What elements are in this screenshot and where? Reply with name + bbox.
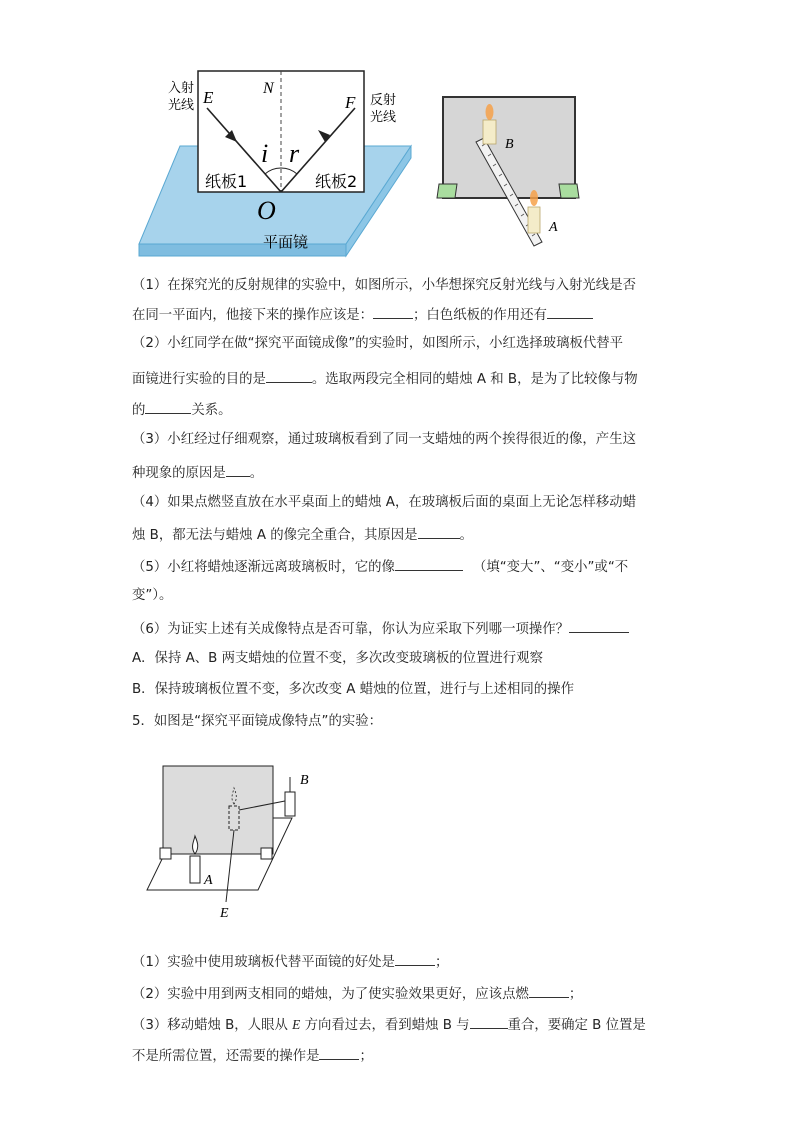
label-N: N [263,80,274,97]
q3-blank[interactable] [226,462,250,477]
label-r: r [289,139,300,168]
mirror-edge [139,244,346,256]
label-E: E [203,88,214,107]
p5-q3-blank-2[interactable] [319,1045,359,1060]
reflection-figure [135,66,420,261]
q4-line1: （4）如果点燃竖直放在水平桌面上的蜡烛 A，在玻璃板后面的桌面上无论怎样移动蜡 [132,495,636,510]
p5-q3-line1: （3）移动蜡烛 B，人眼从 E 方向看过去，看到蜡烛 B 与 重合，要确定 B 位置是 [132,1014,672,1036]
incident-label-1: 入射 [168,81,195,96]
board1-label: 纸板1 [205,172,248,191]
label-B: B [300,773,309,788]
label-A: A [549,220,558,235]
right-stand [261,848,272,859]
label-F: F [345,93,356,112]
incident-label-2: 光线 [168,98,195,113]
q5-line1: （5）小红将蜡烛逐渐远离玻璃板时，它的像 （填“变大”、“变小”或“不 [132,556,672,578]
q4-line2: 烛 B，都无法与蜡烛 A 的像完全重合，其原因是 。 [132,524,672,546]
mirror-label: 平面镜 [263,233,309,251]
problem5-title: 5．如图是“探究平面镜成像特点”的实验： [132,714,383,729]
q6-option-a: A．保持 A、B 两支蜡烛的位置不变，多次改变玻璃板的位置进行观察 [132,651,543,666]
q1-blank-2[interactable] [547,304,593,319]
q6-line1: （6）为证实上述有关成像特点是否可靠，你认为应采取下列哪一项操作？ [132,618,672,640]
label-i: i [261,139,269,168]
label-E: E [220,906,229,921]
p5-q2: （2）实验中用到两支相同的蜡烛，为了使实验效果更好，应该点燃 ； [132,983,672,1005]
candle-b [483,120,496,144]
q5-line2: 变”）。 [132,588,173,603]
q6-blank[interactable] [569,618,629,633]
left-stand [437,184,457,198]
candle-a [190,856,200,883]
q3-line2: 种现象的原因是 。 [132,462,672,484]
p5-q2-blank[interactable] [529,983,569,998]
glass-plate-figure [430,92,585,252]
label-B: B [505,137,514,152]
q1-line2: 在同一平面内，他接下来的操作应该是： ；白色纸板的作用还有 [132,304,672,326]
left-stand [160,848,171,859]
q1-line1: （1）在探究光的反射规律的实验中，如图所示，小华想探究反射光线与入射光线是否 [132,278,636,293]
q2-line1: （2）小红同学在做“探究平面镜成像”的实验时，如图所示，小红选择玻璃板代替平 [132,336,624,351]
candle-b [285,792,295,816]
q2-blank-2[interactable] [145,399,191,414]
p5-q1-blank[interactable] [395,951,435,966]
q2-line2: 面镜进行实验的目的是 。选取两段完全相同的蜡烛 A 和 B，是为了比较像与物 [132,368,672,390]
p5-q3-blank-1[interactable] [470,1014,508,1029]
q4-blank[interactable] [418,524,460,539]
q6-option-b: B．保持玻璃板位置不变，多次改变 A 蜡烛的位置，进行与上述相同的操作 [132,682,574,697]
glass-plate [163,766,273,854]
reflect-label-2: 光线 [370,110,397,125]
reflect-label-1: 反射 [370,93,397,108]
p5-q1: （1）实验中使用玻璃板代替平面镜的好处是 ； [132,951,672,973]
label-O: O [257,196,276,225]
p5-q3-line2: 不是所需位置，还需要的操作是 ； [132,1045,672,1067]
flame-a [530,190,538,206]
label-A: A [204,873,213,888]
q2-blank-1[interactable] [266,368,312,383]
flame-b [486,104,494,120]
candle-a [528,207,540,233]
q1-blank-1[interactable] [373,304,413,319]
right-stand [559,184,579,198]
q2-line3: 的 关系。 [132,399,672,421]
board2-label: 纸板2 [315,172,358,191]
plane-mirror-figure [144,762,324,922]
q5-blank[interactable] [395,556,463,571]
q3-line1: （3）小红经过仔细观察，通过玻璃板看到了同一支蜡烛的两个挨得很近的像，产生这 [132,432,636,447]
